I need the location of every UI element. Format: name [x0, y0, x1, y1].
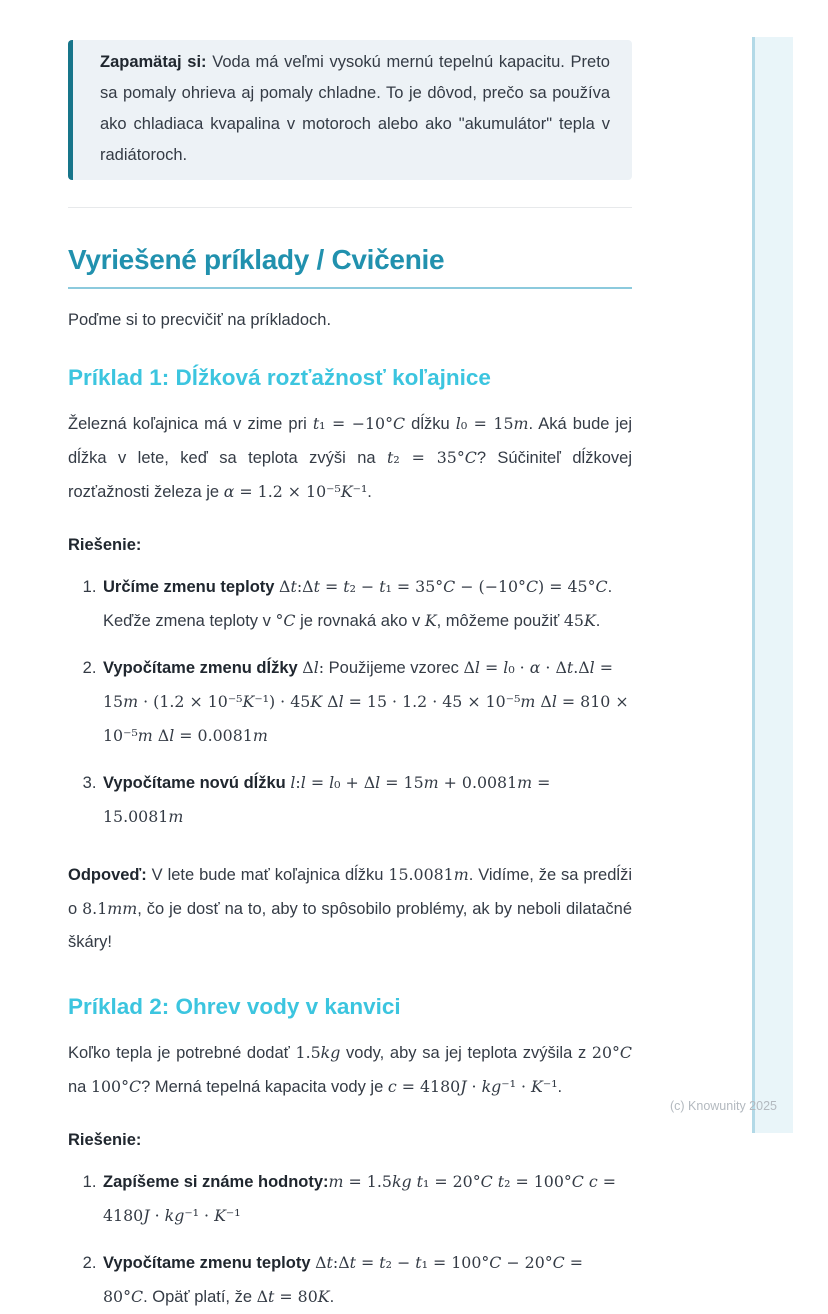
callout-text: Zapamätaj si: Voda má veľmi vysokú mernú tepelnú kapacitu. Preto sa pomaly ohrieva aj pomaly chladne. To je dôvod, prečo sa používa ako chladiaca kvapalina v motoroch alebo ako "akumulátor" tepla v radiátoroch. — [100, 53, 610, 164]
step-item: 2. Vypočítame zmenu teploty Δt:Δt = t₂ − t₁ = 100°C − 20°C = 80°C. Opäť platí, že Δt = 80K. — [101, 1246, 632, 1314]
page-edge-stripe — [752, 37, 793, 1133]
example1-problem: Železná koľajnica má v zime pri t₁ = −10°C dĺžku l₀ = 15m. Aká bude jej dĺžka v lete, keď sa teplota zvýši na t₂ = 35°C? Súčiniteľ dĺžkovej rozťažnosti železa je α = 1.2 × 10⁻⁵K⁻¹. — [68, 414, 633, 501]
example1-answer: Odpoveď: V lete bude mať koľajnica dĺžku 15.0081m. Vidíme, že sa predĺži o 8.1mm, čo je dosť na to, aby to spôsobilo problémy, ak by neboli dilatačné škáry! — [68, 865, 632, 951]
callout-note — [68, 40, 632, 180]
example1-title: Príklad 1: Dĺžková rozťažnosť koľajnice — [68, 365, 491, 390]
copyright-notice: (c) Knowunity 2025 — [669, 1099, 777, 1113]
step-item: 2. Vypočítame zmenu dĺžky Δl: Použijeme vzorec Δl = l₀ · α · Δt.Δl = 15m · (1.2 × 10⁻⁵K⁻¹) · 45K Δl = 15 · 1.2 · 45 × 10⁻⁵m Δl = 810 × 10⁻⁵m Δl = 0.0081m — [101, 651, 632, 753]
example2-title: Príklad 2: Ohrev vody v kanvici — [68, 994, 401, 1019]
example2-problem: Koľko tepla je potrebné dodať 1.5kg vody, aby sa jej teplota zvýšila z 20°C na 100°C? Merná tepelná kapacita vody je c = 4180J · kg⁻¹ · K⁻¹. — [68, 1043, 632, 1096]
example1-solution-label: Riešenie: — [68, 536, 142, 554]
section-divider — [68, 207, 632, 208]
example1-steps-list — [68, 570, 632, 834]
section-title: Vyriešené príklady / Cvičenie — [68, 244, 632, 289]
intro-paragraph: Poďme si to precvičiť na príkladoch. — [68, 311, 332, 329]
step-item: 3. Vypočítame novú dĺžku l:l = l₀ + Δl = 15m + 0.0081m = 15.0081m — [101, 766, 632, 834]
step-item: 1. Určíme zmenu teploty Δt:Δt = t₂ − t₁ = 35°C − (−10°C) = 45°C. Keďže zmena teploty v °C je rovnaká ako v K, môžeme použiť 45K. — [101, 570, 632, 638]
step-item: 1. Zapíšeme si známe hodnoty:m = 1.5kg t₁ = 20°C t₂ = 100°C c = 4180J · kg⁻¹ · K⁻¹ — [101, 1165, 632, 1233]
example2-solution-label: Riešenie: — [68, 1131, 142, 1149]
document-content — [68, 40, 632, 1314]
example2-steps-list — [68, 1165, 632, 1314]
